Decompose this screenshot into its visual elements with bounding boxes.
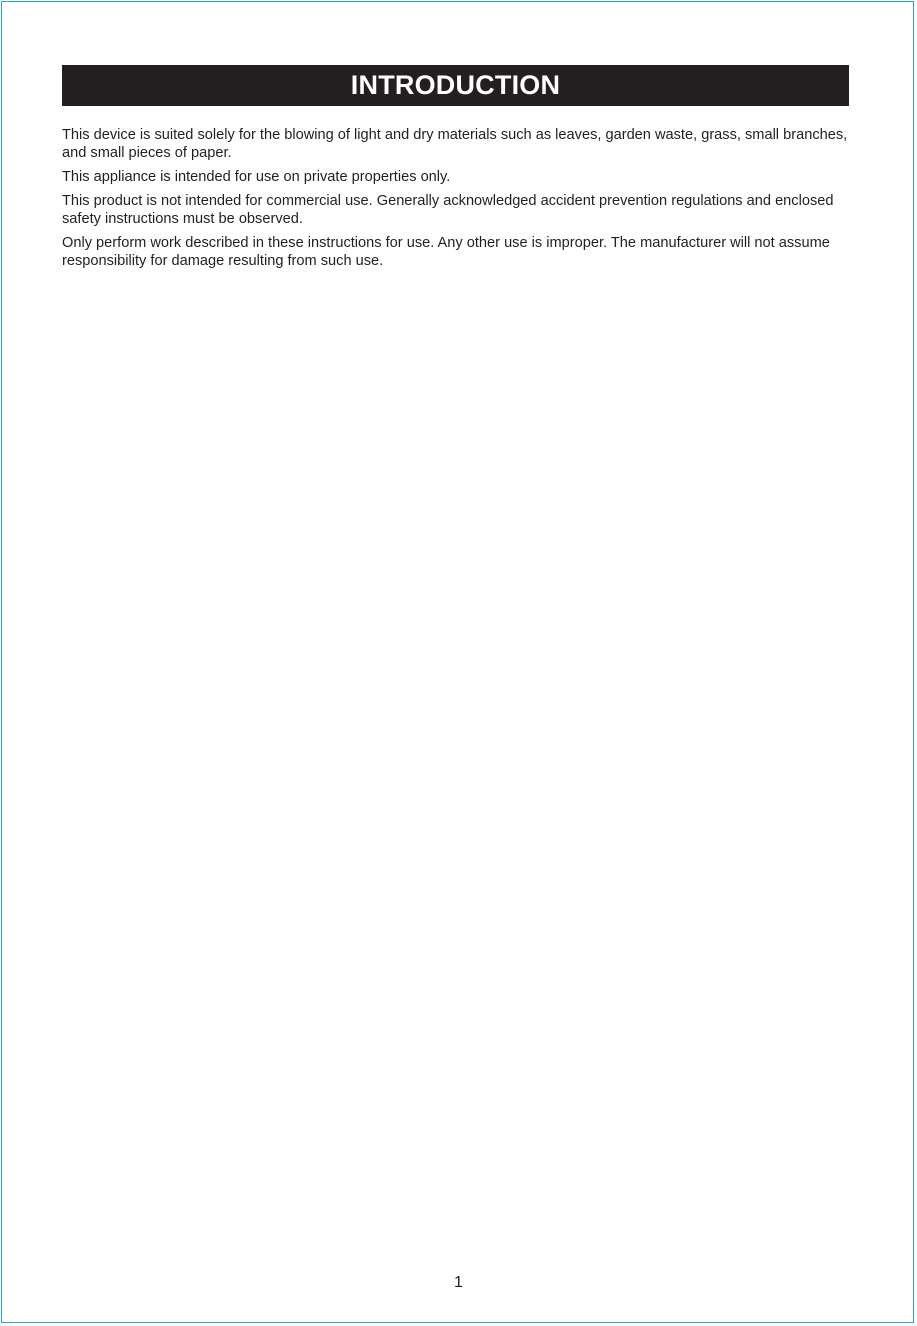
page-number: 1 [454, 1274, 463, 1291]
section-title: INTRODUCTION [350, 70, 561, 100]
section-title-bar [62, 65, 849, 106]
introduction-body [62, 126, 849, 276]
paragraph-private-use: This appliance is intended for use on private properties only. [62, 169, 451, 185]
paragraph-not-commercial: This product is not intended for commercial use. Generally acknowledged accident prevention regulations and enclosed safety instructions must be observed. [62, 193, 834, 227]
paragraph-improper-use: Only perform work described in these instructions for use. Any other use is improper. The manufacturer will not assume responsibility for damage resulting from such use. [62, 235, 830, 269]
paragraph-intended-materials: This device is suited solely for the blowing of light and dry materials such as leaves, garden waste, grass, small branches, and small pieces of paper. [62, 127, 848, 161]
